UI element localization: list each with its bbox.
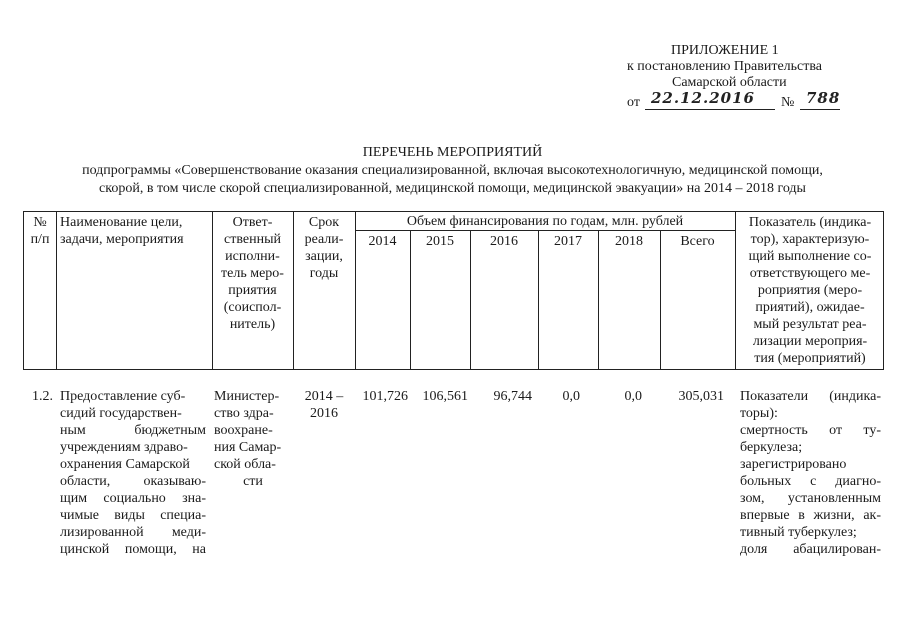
handwritten-date: 22.12.2016	[651, 89, 755, 107]
table-right-border	[883, 211, 884, 370]
header-term-line: Срок	[308, 215, 340, 230]
document-subtitle-line-1: подпрограммы «Совершенствование оказания специализированной, включая высокотехнологичную, медицинской помощи,	[82, 163, 823, 178]
row-name-line: щим социально зна-	[60, 491, 206, 506]
row-value-2014: 101,726	[362, 389, 408, 404]
header-term-line: реали-	[304, 232, 344, 247]
col-border-5	[410, 230, 411, 370]
header-responsible-line: Ответ-	[232, 215, 273, 230]
handwritten-number: 788	[806, 89, 841, 107]
table-top-border	[23, 211, 883, 212]
appendix-title: ПРИЛОЖЕНИЕ 1	[671, 43, 779, 58]
header-year-2017: 2017	[554, 234, 582, 249]
col-border-10	[735, 211, 736, 370]
row-name-line: лизированной меди-	[60, 525, 206, 540]
appendix-line-2: Самарской области	[672, 75, 787, 90]
row-name-line: области, оказываю-	[60, 474, 206, 489]
row-responsible-line: ской обла-	[214, 457, 276, 472]
row-responsible-line: Министер-	[214, 389, 280, 404]
header-num-line: п/п	[30, 232, 50, 247]
row-responsible-line: воохране-	[214, 423, 273, 438]
appendix-line-1: к постановлению Правительства	[627, 59, 823, 74]
row-name-line: охранения Самарской	[60, 457, 190, 472]
header-responsible	[212, 214, 293, 333]
row-indicator-line: торы):	[740, 406, 778, 421]
row-term	[293, 388, 355, 422]
header-total: Всего	[680, 234, 715, 249]
header-name	[60, 214, 210, 248]
row-indicator-line: Показатели (индика-	[740, 389, 881, 404]
header-indicator-line: приятий), ожидае-	[755, 300, 865, 315]
header-year-2018: 2018	[615, 234, 643, 249]
header-indicator-line: ответствующего ме-	[749, 266, 871, 281]
header-num	[23, 214, 57, 248]
header-term	[293, 214, 355, 282]
row-responsible-line: ство здра-	[214, 406, 274, 421]
header-name-line: задачи, мероприятия	[60, 232, 184, 247]
row-term-line: 2014 –	[304, 389, 344, 404]
header-responsible-line: тель меро-	[221, 266, 284, 281]
row-indicator-line: зарегистрировано	[740, 457, 847, 472]
row-name-line: ным бюджетным	[60, 423, 206, 438]
appendix-date-field	[645, 90, 775, 110]
header-responsible-line: нитель)	[229, 317, 276, 332]
header-term-line: зации,	[305, 249, 343, 264]
row-name-line: учреждениям здраво-	[60, 440, 188, 455]
col-border-7	[538, 230, 539, 370]
header-indicator-line: роприятия (меро-	[757, 283, 863, 298]
row-indicator-line: смертность от ту-	[740, 423, 881, 438]
header-indicator-line: мый результат реа-	[753, 317, 867, 332]
row-indicator-line: доля абацилирован-	[740, 542, 881, 557]
header-indicator-line: лизации мероприя-	[752, 334, 868, 349]
row-num: 1.2.	[32, 389, 53, 404]
header-responsible-line: ственный	[224, 232, 281, 247]
header-responsible-line: приятия	[228, 283, 277, 298]
table-header-bottom-border	[23, 369, 883, 370]
header-year-2016: 2016	[490, 234, 518, 249]
header-indicator-line: щий выполнение со-	[748, 249, 872, 264]
header-year-2014: 2014	[368, 234, 397, 249]
row-indicator	[740, 388, 881, 558]
col-border-9	[660, 230, 661, 370]
header-indicator	[737, 214, 883, 367]
row-term-line: 2016	[310, 406, 338, 421]
funding-subheader-border	[355, 230, 735, 231]
row-responsible	[214, 388, 292, 490]
document-title: ПЕРЕЧЕНЬ МЕРОПРИЯТИЙ	[362, 145, 543, 160]
row-indicator-line: впервые в жизни, ак-	[740, 508, 881, 523]
header-name-line: Наименование цели,	[60, 215, 183, 230]
row-name	[60, 388, 206, 558]
header-year-2015: 2015	[426, 234, 454, 249]
row-name-line: цинской помощи, на	[60, 542, 206, 557]
row-indicator-line: беркулеза;	[740, 440, 803, 455]
row-indicator-line: больных с диагно-	[740, 474, 881, 489]
header-indicator-line: тор), характеризую-	[750, 232, 870, 247]
header-funding: Объем финансирования по годам, млн. рублей	[406, 214, 684, 229]
row-name-line: чимые виды специа-	[60, 508, 206, 523]
document-subtitle-line-2: скорой, в том числе скорой специализированной, медицинской помощи, медицинской эвакуации» на 2014 – 2018 годы	[99, 181, 806, 196]
col-border-8	[598, 230, 599, 370]
row-value-2018: 0,0	[624, 389, 642, 404]
row-responsible-line: ния Самар-	[214, 440, 282, 455]
row-value-2017: 0,0	[562, 389, 580, 404]
header-responsible-line: исполни-	[225, 249, 280, 264]
header-indicator-line: тия (мероприятий)	[754, 351, 866, 366]
row-value-total: 305,031	[678, 389, 724, 404]
header-indicator-line: Показатель (индика-	[748, 215, 872, 230]
row-indicator-line: зом, установленным	[740, 491, 881, 506]
header-num-line: №	[33, 215, 47, 230]
row-name-line: сидий государствен-	[60, 406, 182, 421]
row-responsible-line: сти	[243, 474, 263, 489]
appendix-date-prefix: от	[627, 95, 640, 110]
row-value-2015: 106,561	[422, 389, 468, 404]
row-indicator-line: тивный туберкулез;	[740, 525, 857, 540]
row-name-line: Предоставление суб-	[60, 389, 186, 404]
row-value-2016: 96,744	[493, 389, 532, 404]
col-border-6	[470, 230, 471, 370]
appendix-number-field	[800, 90, 840, 110]
header-term-line: годы	[309, 266, 339, 281]
header-responsible-line: (соиспол-	[223, 300, 282, 315]
appendix-number-prefix: №	[781, 95, 795, 110]
